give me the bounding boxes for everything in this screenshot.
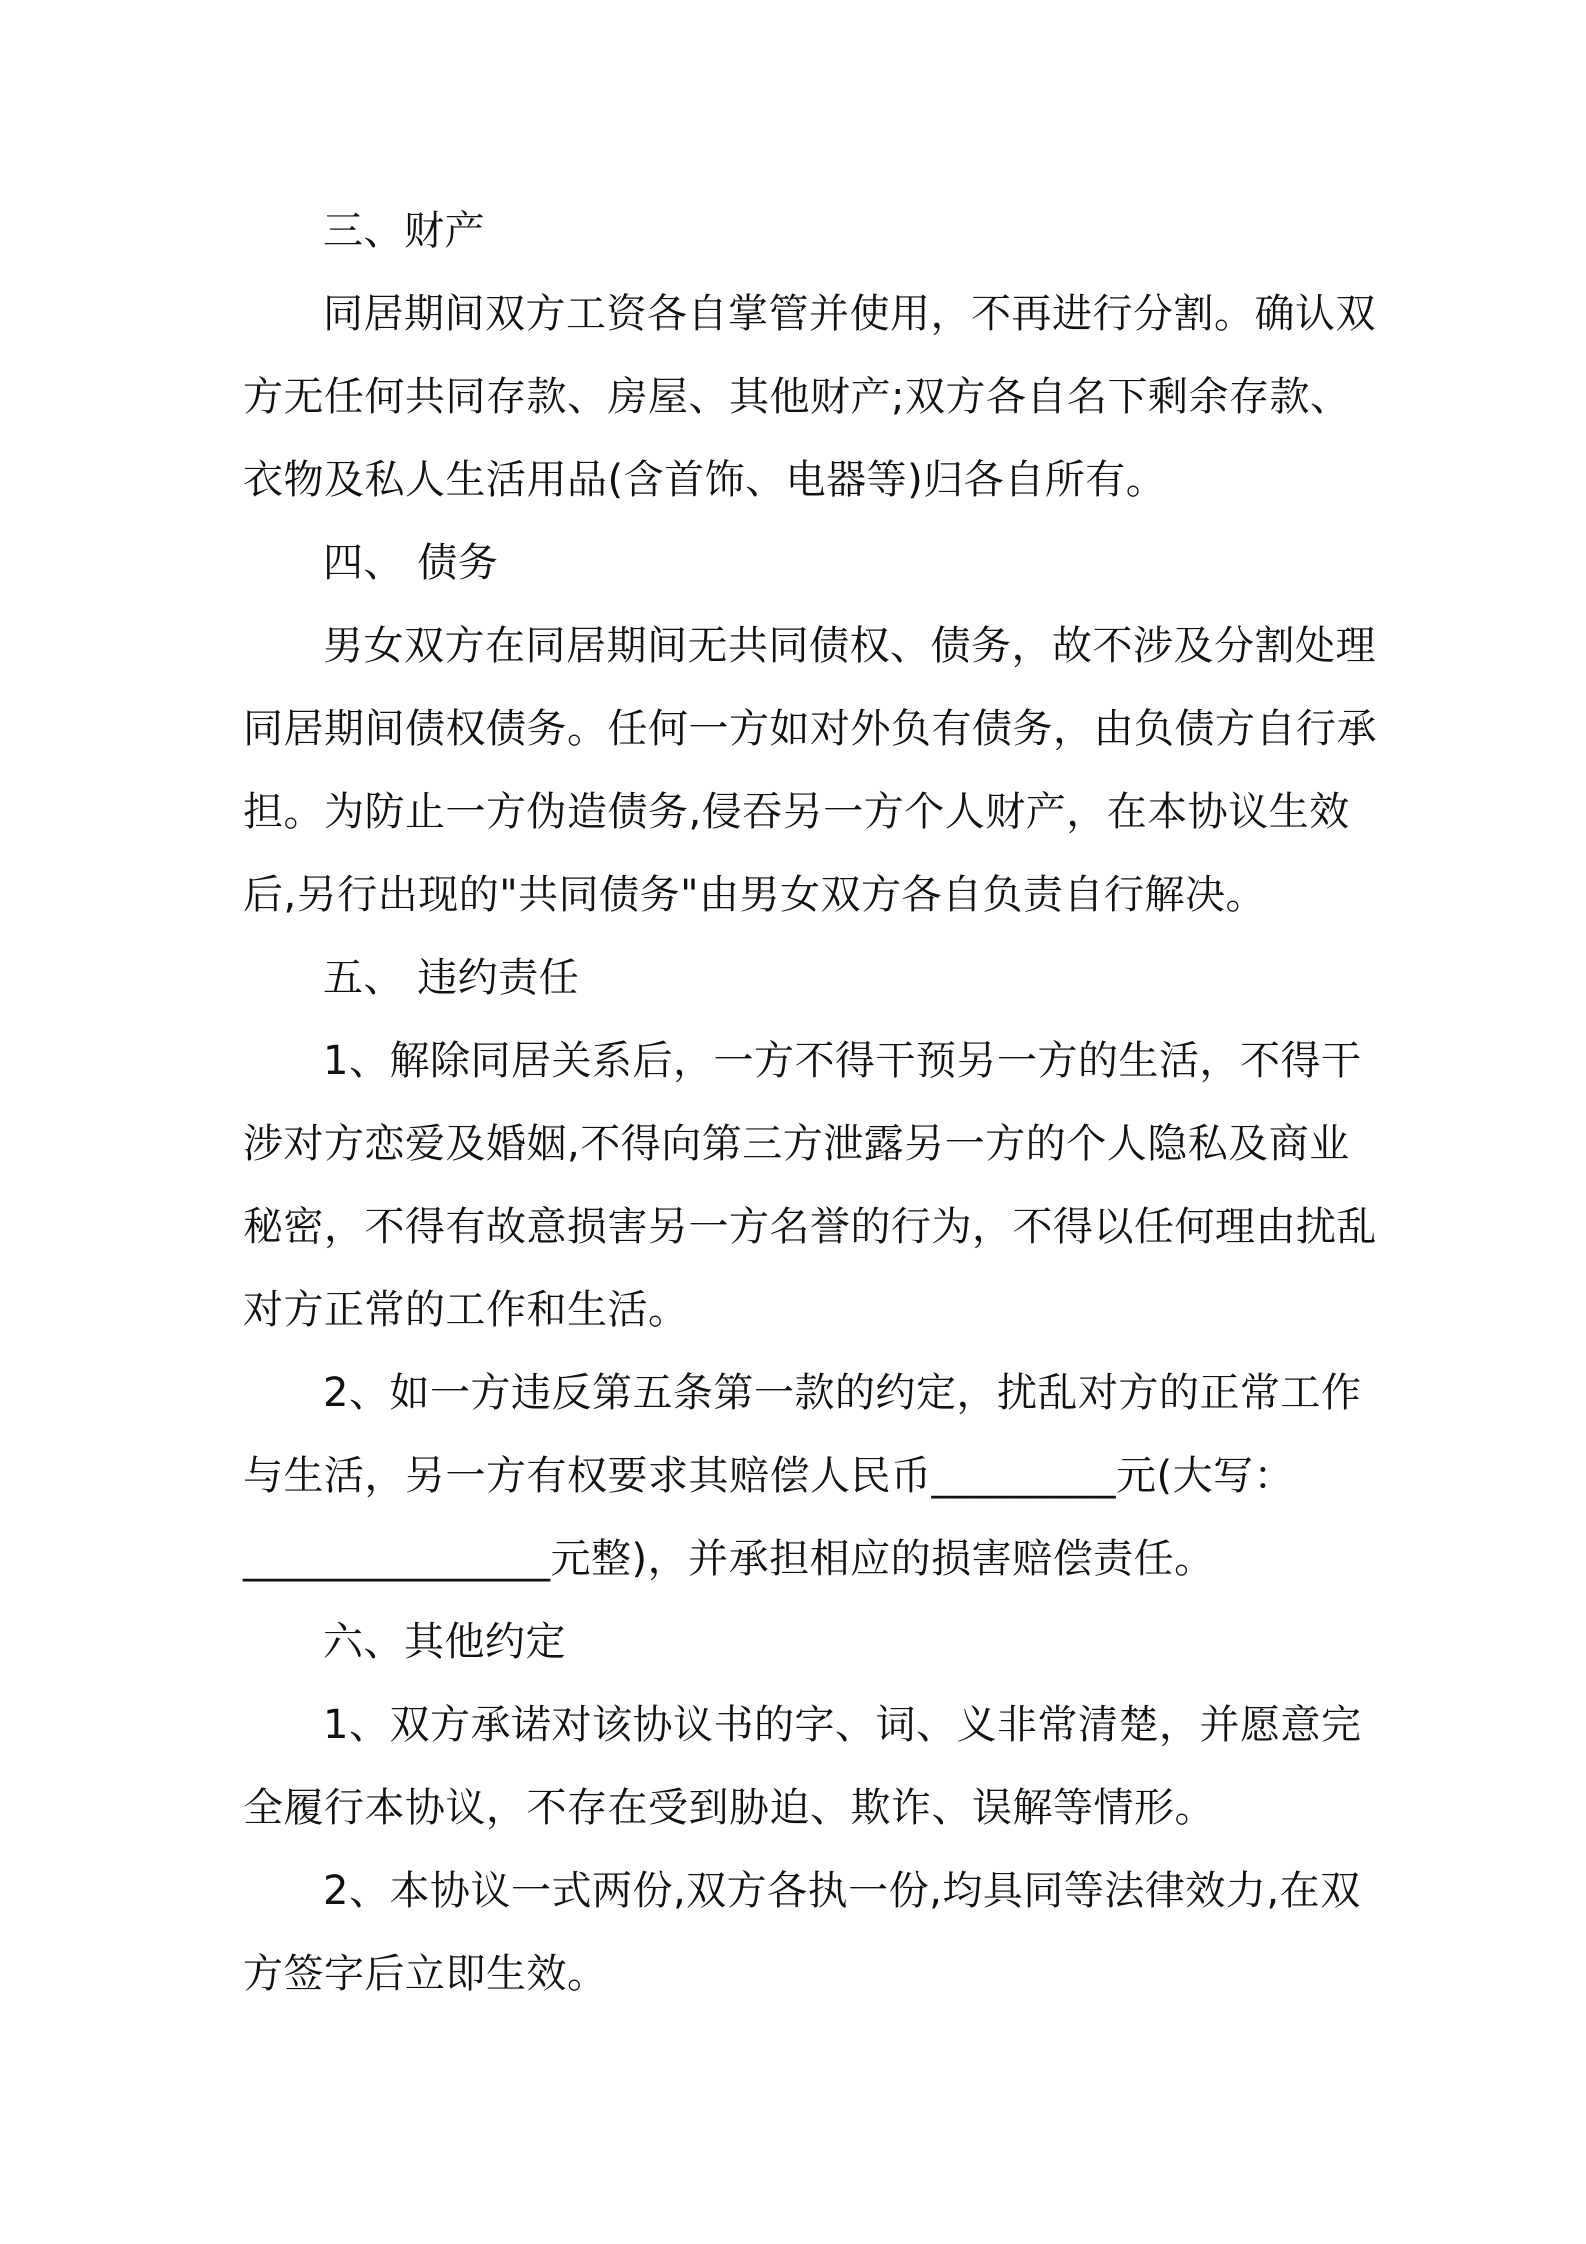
document-body: [243, 190, 1377, 2016]
paragraph-line: 对方正常的工作和生活。: [243, 1287, 689, 1333]
paragraph-line: 2、本协议一式两份,双方各执一份,均具同等法律效力,在双: [323, 1868, 1361, 1914]
paragraph-line: 秘密，不得有故意损害另一方名誉的行为，不得以任何理由扰乱: [243, 1204, 1377, 1250]
paragraph-line: 涉对方恋爱及婚姻,不得向第三方泄露另一方的个人隐私及商业: [243, 1121, 1350, 1167]
section-heading-breach: 五、 违约责任: [323, 955, 580, 1001]
section-heading-other: 六、其他约定: [323, 1619, 566, 1665]
paragraph-line: 衣物及私人生活用品(含首饰、电器等)归各自所有。: [243, 457, 1167, 503]
paragraph-line: 与生活，另一方有权要求其赔偿人民币_________元(大写：: [243, 1453, 1295, 1499]
paragraph-line: 2、如一方违反第五条第一款的约定，扰乱对方的正常工作: [323, 1370, 1362, 1416]
paragraph-line: 全履行本协议，不存在受到胁迫、欺诈、误解等情形。: [243, 1785, 1215, 1831]
paragraph-line: 1、双方承诺对该协议书的字、词、义非常清楚，并愿意完: [323, 1702, 1362, 1748]
paragraph-line: 同居期间债权债务。任何一方如对外负有债务，由负债方自行承: [243, 706, 1377, 752]
paragraph-line: 1、解除同居关系后，一方不得干预另一方的生活，不得干: [323, 1038, 1362, 1084]
paragraph-line: 后,另行出现的"共同债务"由男女双方各自负责自行解决。: [243, 872, 1267, 918]
paragraph-line: 方无任何共同存款、房屋、其他财产;双方各自名下剩余存款、: [243, 374, 1351, 420]
paragraph-line: 同居期间双方工资各自掌管并使用，不再进行分割。确认双: [323, 291, 1376, 337]
paragraph-line: _______________元整)，并承担相应的损害赔偿责任。: [243, 1536, 1215, 1582]
paragraph-line: 男女双方在同居期间无共同债权、债务，故不涉及分割处理: [323, 623, 1376, 669]
section-heading-debt: 四、 债务: [323, 540, 499, 586]
section-heading-property: 三、财产: [323, 208, 485, 254]
paragraph-line: 方签字后立即生效。: [243, 1951, 608, 1997]
paragraph-line: 担。为防止一方伪造债务,侵吞另一方个人财产，在本协议生效: [243, 789, 1350, 835]
